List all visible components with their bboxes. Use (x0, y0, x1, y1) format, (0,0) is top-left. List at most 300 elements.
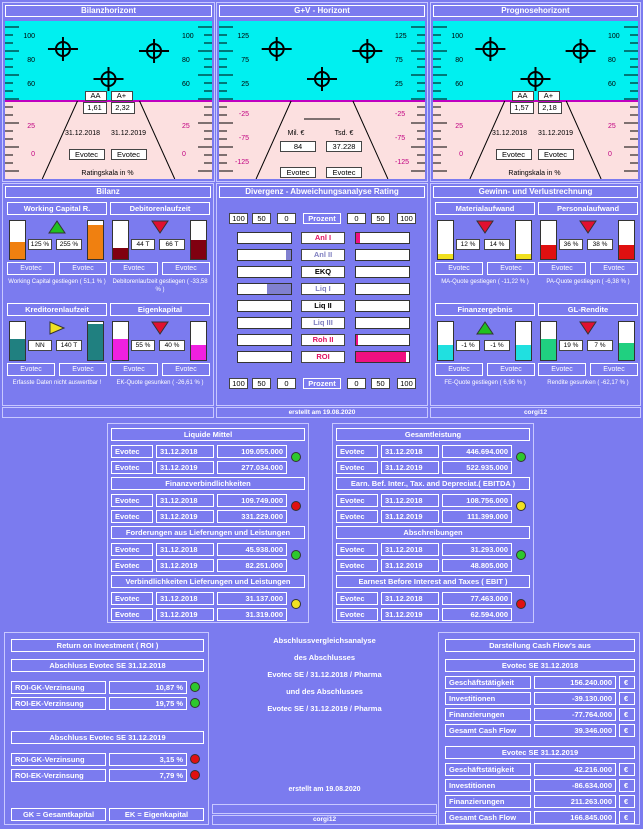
evotec-box: Evotec (59, 363, 107, 376)
divergence-right-bar (355, 351, 410, 363)
scale-right: 100 (397, 378, 416, 389)
status-right: corgi12 (430, 407, 641, 418)
currency-cell: € (619, 811, 635, 824)
value-cell: 331.229.000 (217, 510, 287, 523)
scale-left: 0 (277, 378, 296, 389)
divergence-label: Liq I (301, 283, 345, 295)
kpi-title: Personalaufwand (538, 202, 638, 215)
tick-label: 0 (608, 151, 612, 158)
right-fill (356, 233, 360, 243)
roi-block-title: Abschluss Evotec SE 31.12.2019 (11, 731, 204, 744)
evotec-box: Evotec (487, 262, 535, 275)
trend-arrow-icon (578, 220, 598, 234)
date-cell: 31.12.2018 (156, 445, 214, 458)
score-box: 2,18 (538, 102, 562, 114)
status-indicator (190, 698, 200, 708)
kpi-note: Working Capital gestiegen ( 51,1 % ) (8, 279, 106, 285)
divergence-right-bar (355, 266, 410, 278)
tick-label: -25 (395, 111, 406, 118)
divergence-left-bar (237, 266, 292, 278)
evotec-box: Evotec (496, 149, 532, 160)
level-bar (540, 321, 557, 361)
date-cell: 31.12.2018 (381, 592, 439, 605)
level-fill (191, 345, 206, 360)
level-fill (619, 245, 634, 259)
tick-label: 80 (27, 57, 35, 64)
value-cell: 31.293.000 (442, 543, 512, 556)
divergenz-title: Divergenz - Abweichungsanalyse Rating (219, 186, 425, 198)
scale-right: 0 (347, 213, 366, 224)
level-bar (618, 220, 635, 260)
score-box: 2,32 (111, 102, 135, 114)
cashflow-value: 42.216.000 (534, 763, 616, 776)
date-cell: 31.12.2019 (156, 559, 214, 572)
tick-label: 125 (237, 33, 249, 40)
tick-label: 100 (23, 33, 35, 40)
table-title: Earn. Bef. Inter., Tax. and Depreciat.( EBITDA ) (336, 477, 530, 490)
company-cell: Evotec (111, 461, 153, 474)
status-left (2, 407, 214, 418)
date-cell: 31.12.2019 (156, 608, 214, 621)
company-cell: Evotec (111, 608, 153, 621)
tick-label: 0 (459, 151, 463, 158)
level-bar (112, 220, 129, 260)
table-title: Forderungen aus Lieferungen und Leistungen (111, 526, 305, 539)
tick-label: 80 (455, 57, 463, 64)
trend-arrow-icon (150, 220, 170, 234)
scale-mid: Prozent (303, 213, 341, 224)
table-title: Abschreibungen (336, 526, 530, 539)
value-1: 19 % (559, 340, 583, 351)
evotec-box: Evotec (7, 363, 55, 376)
value-1: -1 % (456, 340, 480, 351)
divergence-left-bar (237, 334, 292, 346)
cashflow-block-title: Evotec SE 31.12.2019 (445, 746, 635, 759)
currency-cell: € (619, 779, 635, 792)
tick-label: 60 (182, 81, 190, 88)
evotec-box: Evotec (590, 262, 638, 275)
evotec-box: Evotec (590, 363, 638, 376)
level-bar (87, 220, 104, 260)
tick-label: 75 (395, 57, 403, 64)
kpi-card (538, 202, 638, 300)
level-fill (516, 254, 531, 259)
date-cell: 31.12.2018 (156, 543, 214, 556)
horizon-title: G+V - Horizont (219, 5, 425, 17)
evotec-box: Evotec (538, 262, 586, 275)
level-bar (540, 220, 557, 260)
divergence-left-bar (237, 283, 292, 295)
right-fill (356, 352, 406, 362)
status-indicator (516, 452, 526, 462)
kpi-note: Debitorenlaufzeit gestiegen ( -33,58 % ) (112, 279, 208, 293)
level-bar (437, 321, 454, 361)
score-box: 1,57 (510, 102, 534, 114)
company-cell: Evotec (111, 445, 153, 458)
trend-arrow-icon (47, 321, 67, 335)
evotec-box: Evotec (69, 149, 105, 160)
cashflow-label: Geschäftstätigkeit (445, 676, 531, 689)
roi-label: ROI-GK-Verzinsung (11, 753, 106, 766)
currency-cell: € (619, 676, 635, 689)
date-cell: 31.12.2018 (381, 445, 439, 458)
cashflow-value: -86.634.000 (534, 779, 616, 792)
divergence-right-bar (355, 232, 410, 244)
value-cell: 31.319.000 (217, 608, 287, 621)
evotec-box: Evotec (280, 167, 316, 178)
value-2: 140 T (56, 340, 82, 351)
scale-right: 50 (371, 378, 390, 389)
summary-line: Evotec SE / 31.12.2018 / Pharma (267, 670, 382, 679)
bilanz-title: Bilanz (5, 186, 211, 198)
value-2: 255 % (56, 239, 82, 250)
roi-value: 7,79 % (109, 769, 187, 782)
company-cell: Evotec (336, 559, 378, 572)
divergence-label: Liq III (301, 317, 345, 329)
value-2: 14 % (484, 239, 510, 250)
cashflow-title: Darstellung Cash Flow's aus (445, 639, 635, 652)
center-user: corgi12 (212, 815, 437, 825)
value-1: 12 % (456, 239, 480, 250)
cashflow-value: -77.764.000 (534, 708, 616, 721)
scale-left: 50 (252, 213, 271, 224)
evotec-box: Evotec (435, 262, 483, 275)
company-cell: Evotec (111, 510, 153, 523)
kpi-card (435, 303, 535, 401)
right-fill (356, 335, 358, 345)
level-bar (618, 321, 635, 361)
value-cell: 45.938.000 (217, 543, 287, 556)
divergence-right-bar (355, 283, 410, 295)
summary-line: Evotec SE / 31.12.2019 / Pharma (267, 704, 382, 713)
evotec-box: Evotec (110, 262, 158, 275)
horizon-panel-1 (216, 2, 428, 182)
kpi-title: GL-Rendite (538, 303, 638, 316)
trend-arrow-icon (47, 220, 67, 234)
tick-label: -75 (238, 135, 249, 142)
roi-value: 3,15 % (109, 753, 187, 766)
level-bar (9, 220, 26, 260)
attitude-indicator (219, 21, 425, 179)
date-cell: 31.12.2019 (381, 510, 439, 523)
tick-label: 60 (608, 81, 616, 88)
status-indicator (190, 682, 200, 692)
company-cell: Evotec (336, 608, 378, 621)
divergence-left-bar (237, 317, 292, 329)
roi-label: ROI-GK-Verzinsung (11, 681, 106, 694)
tick-label: 60 (27, 81, 35, 88)
kpi-title: Materialaufwand (435, 202, 535, 215)
divergence-left-bar (237, 300, 292, 312)
tick-label: 0 (31, 151, 35, 158)
divergence-label: EKQ (301, 266, 345, 278)
value-1: 55 % (131, 340, 155, 351)
horizon-title: Bilanzhorizont (5, 5, 212, 17)
date-cell: 31.12.2019 (381, 608, 439, 621)
currency-cell: € (619, 724, 635, 737)
scale-mid: Prozent (303, 378, 341, 389)
value-cell: 522.935.000 (442, 461, 512, 474)
value-cell: 277.034.000 (217, 461, 287, 474)
center-info (212, 632, 437, 825)
kpi-title: Eigenkapital (110, 303, 210, 316)
level-fill (619, 343, 634, 360)
value-2: 40 % (159, 340, 185, 351)
currency-cell: € (619, 795, 635, 808)
company-cell: Evotec (111, 592, 153, 605)
cashflow-panel (438, 632, 640, 825)
tick-label: 25 (27, 123, 35, 130)
date-cell: 31.12.2019 (381, 559, 439, 572)
level-bar (515, 321, 532, 361)
attitude-indicator (433, 21, 638, 179)
summary-line: des Abschlusses (294, 653, 355, 662)
left-tables-panel (107, 423, 309, 623)
rating-box: AA (512, 91, 534, 101)
status-indicator (516, 550, 526, 560)
level-bar (190, 321, 207, 361)
scale-right: 100 (397, 213, 416, 224)
value-2: 66 T (159, 239, 185, 250)
company-cell: Evotec (336, 543, 378, 556)
kpi-card (538, 303, 638, 401)
date-cell: 31.12.2019 (156, 461, 214, 474)
kpi-card (7, 303, 107, 401)
right-tables-panel (332, 423, 534, 623)
cashflow-value: 156.240.000 (534, 676, 616, 689)
table-title: Liquide Mittel (111, 428, 305, 441)
level-fill (438, 254, 453, 259)
divergence-right-bar (355, 300, 410, 312)
value-cell: 62.594.000 (442, 608, 512, 621)
divergence-label: Liq II (301, 300, 345, 312)
cashflow-label: Investitionen (445, 692, 531, 705)
cashflow-label: Finanzierungen (445, 795, 531, 808)
kpi-note: Erfasste Daten nicht auswertbar ! (12, 380, 102, 386)
roi-label: ROI-EK-Verzinsung (11, 769, 106, 782)
level-bar (515, 220, 532, 260)
status-indicator (291, 452, 301, 462)
company-cell: Evotec (336, 510, 378, 523)
tick-label: 100 (451, 33, 463, 40)
kpi-card (435, 202, 535, 300)
tick-label: 25 (182, 123, 190, 130)
date-label: 31.12.2019 (110, 130, 147, 137)
summary-line: Abschlussvergleichsanalyse (273, 636, 376, 645)
table-title: Earnest Before Interest and Taxes ( EBIT ) (336, 575, 530, 588)
evotec-box: Evotec (111, 149, 147, 160)
value-cell: 108.756.000 (442, 494, 512, 507)
value-1: 44 T (131, 239, 155, 250)
company-cell: Evotec (336, 592, 378, 605)
company-cell: Evotec (111, 543, 153, 556)
attitude-indicator (5, 21, 212, 179)
cashflow-value: 211.263.000 (534, 795, 616, 808)
date-cell: 31.12.2019 (156, 510, 214, 523)
rating-box: A+ (111, 91, 133, 101)
tick-label: 25 (455, 123, 463, 130)
evotec-box: Evotec (538, 149, 574, 160)
level-fill (191, 240, 206, 259)
evotec-box: Evotec (162, 363, 210, 376)
level-bar (112, 321, 129, 361)
evotec-box: Evotec (538, 363, 586, 376)
level-fill (10, 339, 25, 360)
bilanz-panel (2, 183, 214, 406)
date-cell: 31.12.2018 (381, 494, 439, 507)
currency-cell: € (619, 763, 635, 776)
company-cell: Evotec (336, 445, 378, 458)
divergence-label: ROI (301, 351, 345, 363)
level-bar (9, 321, 26, 361)
guv-title: Gewinn- und Verlustrechnung (433, 186, 638, 198)
value-cell: 109.749.000 (217, 494, 287, 507)
level-fill (113, 248, 128, 259)
divergence-right-bar (355, 249, 410, 261)
date-cell: 31.12.2019 (381, 461, 439, 474)
trend-arrow-icon (578, 321, 598, 335)
kpi-note: PA-Quote gestiegen ( -6,38 % ) (546, 279, 630, 285)
kpi-note: EK-Quote gesunken ( -26,61 % ) (116, 380, 204, 386)
status-indicator (291, 550, 301, 560)
scale-right: 50 (371, 213, 390, 224)
scale-right: 0 (347, 378, 366, 389)
tick-label: 80 (608, 57, 616, 64)
cashflow-value: 39.346.000 (534, 724, 616, 737)
value-1: 125 % (28, 239, 52, 250)
divergenz-panel (216, 183, 428, 406)
evotec-box: Evotec (110, 363, 158, 376)
kpi-card (110, 303, 210, 401)
kpi-note: MA-Quote gestiegen ( -11,22 % ) (441, 279, 529, 285)
status-indicator (190, 754, 200, 764)
level-fill (88, 225, 103, 259)
date-cell: 31.12.2018 (156, 494, 214, 507)
level-fill (10, 242, 25, 259)
score-box: 1,61 (83, 102, 107, 114)
company-cell: Evotec (336, 461, 378, 474)
kpi-title: Kreditorenlaufzeit (7, 303, 107, 316)
level-fill (438, 345, 453, 360)
evotec-box: Evotec (7, 262, 55, 275)
level-fill (88, 324, 103, 360)
kpi-card (7, 202, 107, 300)
tick-label: 100 (608, 33, 620, 40)
cashflow-label: Geschäftstätigkeit (445, 763, 531, 776)
tick-label: -25 (238, 111, 249, 118)
divergence-label: Anl II (301, 249, 345, 261)
value-2: 7 % (587, 340, 613, 351)
evotec-box: Evotec (487, 363, 535, 376)
value-cell: 77.463.000 (442, 592, 512, 605)
roi-value: 19,75 % (109, 697, 187, 710)
tick-label: 60 (455, 81, 463, 88)
value-box: 84 (280, 141, 316, 152)
kpi-title: Working Capital R. (7, 202, 107, 215)
divergence-label: Roh II (301, 334, 345, 346)
company-cell: Evotec (336, 494, 378, 507)
tick-label: 25 (608, 123, 616, 130)
created-date: erstellt am 19.08.2020 (288, 786, 361, 793)
rating-scale-label: Ratingskala in % (81, 170, 134, 177)
value-cell: 446.694.000 (442, 445, 512, 458)
cashflow-value: 166.845.000 (534, 811, 616, 824)
tick-label: 75 (241, 57, 249, 64)
date-label: 31.12.2019 (537, 130, 574, 137)
tick-label: -125 (234, 159, 249, 166)
evotec-box: Evotec (162, 262, 210, 275)
divergence-right-bar (355, 334, 410, 346)
value-1: NN (28, 340, 52, 351)
divergence-left-bar (237, 249, 292, 261)
value-cell: 109.055.000 (217, 445, 287, 458)
divergence-right-bar (355, 317, 410, 329)
table-title: Finanzverbindlichkeiten (111, 477, 305, 490)
cashflow-label: Investitionen (445, 779, 531, 792)
guv-panel (430, 183, 641, 406)
horizon-panel-2 (430, 2, 641, 182)
company-cell: Evotec (111, 559, 153, 572)
tick-label: 125 (395, 33, 407, 40)
cashflow-label: Gesamt Cash Flow (445, 811, 531, 824)
tick-label: 25 (395, 81, 403, 88)
unit-label: Tsd. € (334, 130, 354, 137)
evotec-box: Evotec (326, 167, 362, 178)
divergence-left-bar (237, 232, 292, 244)
unit-label: Mil. € (287, 130, 305, 137)
roi-value: 10,87 % (109, 681, 187, 694)
status-indicator (516, 501, 526, 511)
horizon-panel-0 (2, 2, 215, 182)
table-title: Verbindlichkeiten Lieferungen und Leistungen (111, 575, 305, 588)
summary-line: und des Abschlusses (286, 687, 363, 696)
value-box: 37.228 (326, 141, 362, 152)
status-indicator (291, 599, 301, 609)
roi-block-title: Abschluss Evotec SE 31.12.2018 (11, 659, 204, 672)
trend-arrow-icon (475, 321, 495, 335)
status-indicator (291, 501, 301, 511)
status-center: erstellt am 19.08.2020 (216, 407, 428, 418)
tick-label: 25 (241, 81, 249, 88)
center-footer-box (212, 804, 437, 814)
tick-label: 100 (182, 33, 194, 40)
evotec-box: Evotec (435, 363, 483, 376)
rating-box: AA (85, 91, 107, 101)
tick-label: 80 (182, 57, 190, 64)
tick-label: -75 (395, 135, 406, 142)
cashflow-block-title: Evotec SE 31.12.2018 (445, 659, 635, 672)
value-1: 36 % (559, 239, 583, 250)
value-cell: 82.251.000 (217, 559, 287, 572)
divergence-left-bar (237, 351, 292, 363)
gk-legend: GK = Gesamtkapital (11, 808, 106, 821)
value-2: 38 % (587, 239, 613, 250)
rating-box: A+ (538, 91, 560, 101)
scale-left: 100 (229, 378, 248, 389)
level-fill (516, 345, 531, 360)
roi-panel (4, 632, 209, 825)
level-bar (437, 220, 454, 260)
cashflow-label: Gesamt Cash Flow (445, 724, 531, 737)
level-bar (190, 220, 207, 260)
level-fill (541, 339, 556, 360)
company-cell: Evotec (111, 494, 153, 507)
date-cell: 31.12.2018 (156, 592, 214, 605)
tick-label: -125 (395, 159, 410, 166)
roi-title: Return on Investment ( ROI ) (11, 639, 204, 652)
status-indicator (190, 770, 200, 780)
rating-scale-label: Ratingskala in % (508, 170, 561, 177)
